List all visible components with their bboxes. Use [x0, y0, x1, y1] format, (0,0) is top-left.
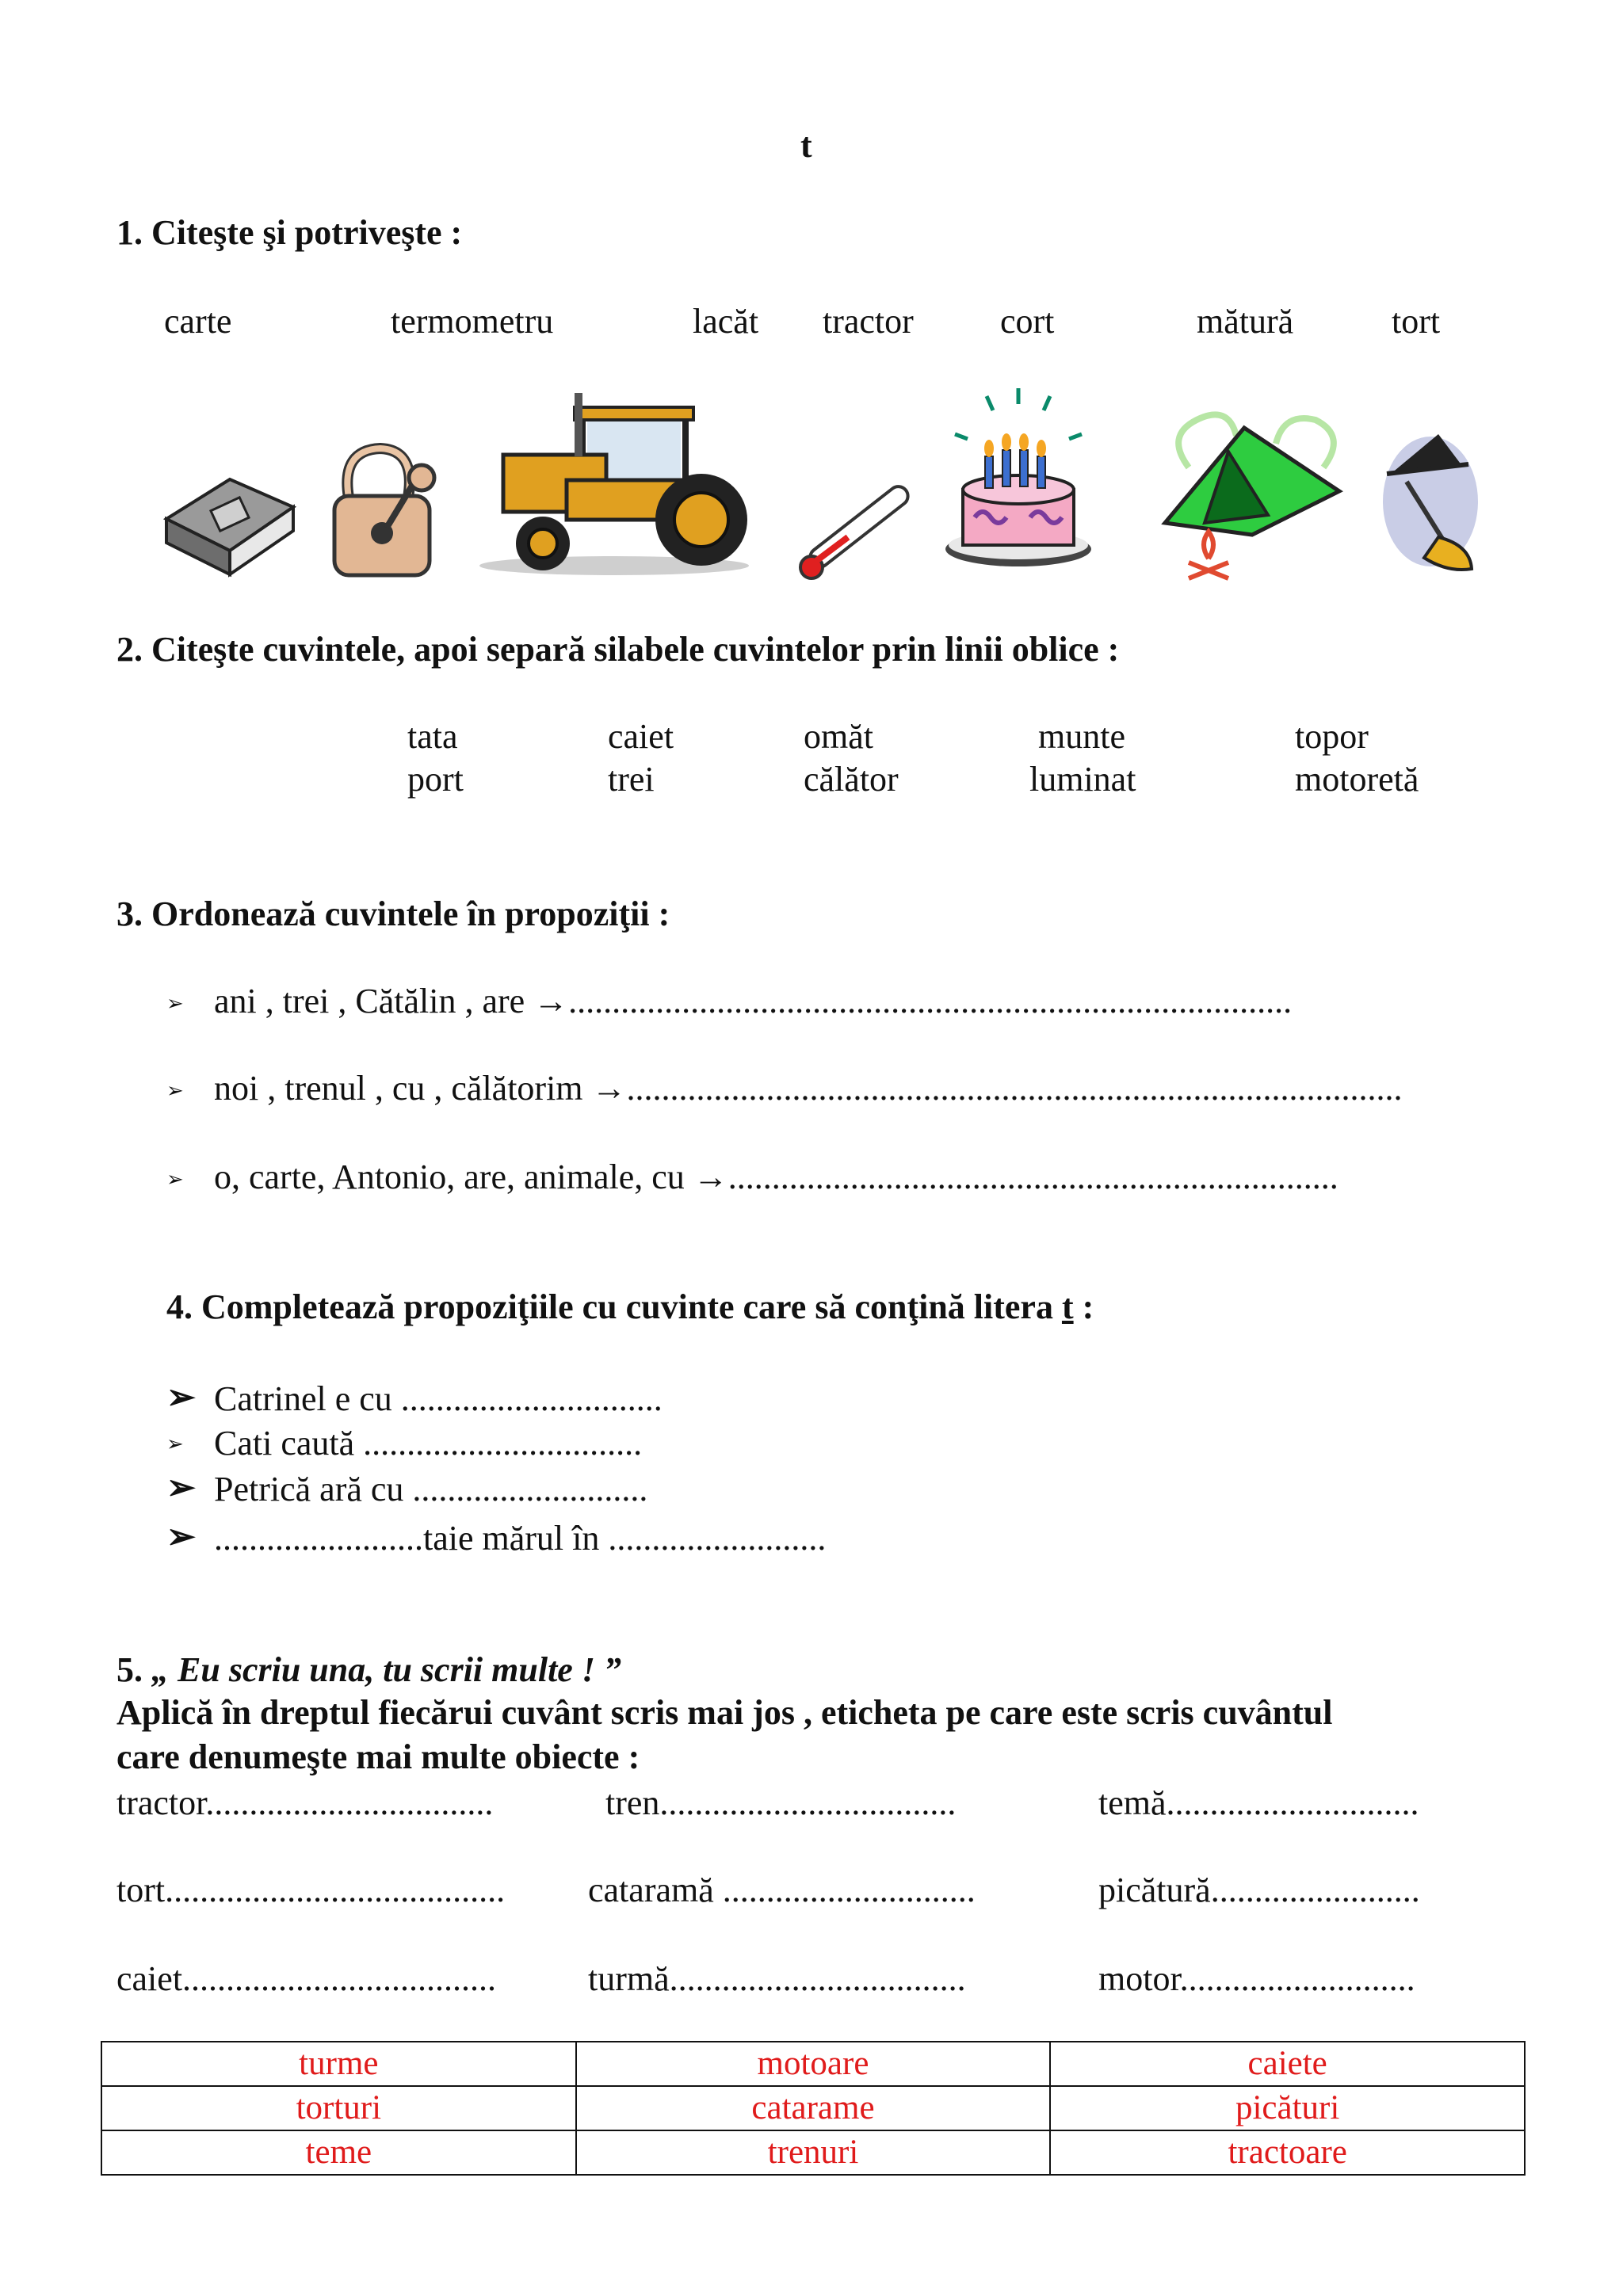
ex5-word: cataramă ............................. [588, 1871, 976, 1909]
ex5-word: tren.................................. [605, 1783, 957, 1822]
ex2-word: munte [1038, 717, 1125, 756]
arrow-bullet-icon: ➢ [166, 1432, 184, 1455]
arrow-bullet-icon: ➢ [166, 1517, 196, 1556]
table-row [101, 2042, 1525, 2086]
label-cell[interactable]: torturi [101, 2086, 576, 2130]
ex1-word-lacat: lacăt [693, 302, 759, 341]
book-icon [151, 463, 301, 582]
ex1-word-matura: mătură [1197, 302, 1294, 341]
ex1-word-tractor: tractor [823, 302, 914, 341]
ex2-word: omăt [804, 717, 873, 756]
ex1-word-tort: tort [1392, 302, 1441, 341]
ex4-heading: 4. Completează propoziţiile cu cuvinte care să conţină litera t : [166, 1287, 1094, 1326]
ex5-word: picătură........................ [1098, 1871, 1420, 1909]
ex4-item: ........................taie mărul în ......................... [214, 1519, 827, 1558]
ex2-word: luminat [1029, 760, 1136, 799]
ex1-heading: 1. Citeşte şi potriveşte : [116, 213, 463, 252]
ex5-word: motor........................... [1098, 1959, 1415, 1998]
ex5-instruction-line2: care denumeşte mai multe obiecte : [116, 1737, 640, 1776]
ex2-word: motoretă [1295, 760, 1419, 799]
label-cell[interactable]: teme [101, 2130, 576, 2175]
label-cell[interactable]: caiete [1050, 2042, 1525, 2086]
thermometer-icon [792, 474, 915, 585]
tractor-icon [472, 393, 757, 579]
arrow-bullet-icon: ➢ [166, 1378, 196, 1417]
cake-icon [939, 387, 1098, 573]
ex4-item: Catrinel e cu .............................. [214, 1379, 663, 1418]
tent-icon [1157, 396, 1351, 586]
ex4-letter: t [1061, 1287, 1074, 1326]
ex3-item: noi , trenul , cu , călătorim →......................................................................................... [214, 1069, 1403, 1108]
ex3-heading: 3. Ordonează cuvintele în propoziţii : [116, 894, 670, 933]
ex1-word-cort: cort [1000, 302, 1055, 341]
ex5-word: temă............................. [1098, 1783, 1419, 1822]
ex4-item: Petrică ară cu ........................... [214, 1470, 648, 1508]
table-row [101, 2086, 1525, 2130]
ex1-word-termometru: termometru [391, 302, 554, 341]
ex5-heading: 5. „ Eu scriu una, tu scrii multe ! ” [116, 1650, 621, 1689]
ex2-word: topor [1295, 717, 1369, 756]
ex2-word: port [407, 760, 464, 799]
label-cell[interactable]: turme [101, 2042, 576, 2086]
ex5-instruction-line1: Aplică în dreptul fiecărui cuvânt scris mai jos , eticheta pe care este scris cuvântul [116, 1693, 1333, 1732]
ex5-word: turmă.................................. [588, 1959, 966, 1998]
arrow-bullet-icon: ➢ [166, 1168, 184, 1191]
table-row [101, 2130, 1525, 2175]
label-cell[interactable]: tractoare [1050, 2130, 1525, 2175]
arrow-bullet-icon: ➢ [166, 1468, 196, 1507]
ex2-word: tata [407, 717, 458, 756]
ex2-word: caiet [608, 717, 674, 756]
ex3-item: ani , trei , Cătălin , are →................................................................................... [214, 982, 1293, 1020]
arrow-bullet-icon: ➢ [166, 992, 184, 1015]
ex1-word-carte: carte [164, 302, 232, 341]
ex2-word: călător [804, 760, 899, 799]
label-cell[interactable]: picături [1050, 2086, 1525, 2130]
ex5-word: tort....................................... [116, 1871, 506, 1909]
label-cell[interactable]: catarame [576, 2086, 1051, 2130]
padlock-icon [317, 434, 444, 585]
ex3-item: o, carte, Antonio, are, animale, cu →...................................................................... [214, 1158, 1338, 1196]
label-cell[interactable]: trenuri [576, 2130, 1051, 2175]
ex2-heading: 2. Citeşte cuvintele, apoi separă silabele cuvintelor prin linii oblice : [116, 630, 1120, 669]
arrow-bullet-icon: ➢ [166, 1079, 184, 1102]
ex5-word: caiet.................................... [116, 1959, 497, 1998]
ex4-item: Cati caută ................................ [214, 1424, 643, 1463]
ex2-word: trei [608, 760, 655, 799]
witch-broom-icon [1375, 426, 1482, 581]
labels-table [101, 2041, 1526, 2176]
page-title: t [800, 126, 812, 165]
label-cell[interactable]: motoare [576, 2042, 1051, 2086]
ex5-word: tractor................................. [116, 1783, 494, 1822]
